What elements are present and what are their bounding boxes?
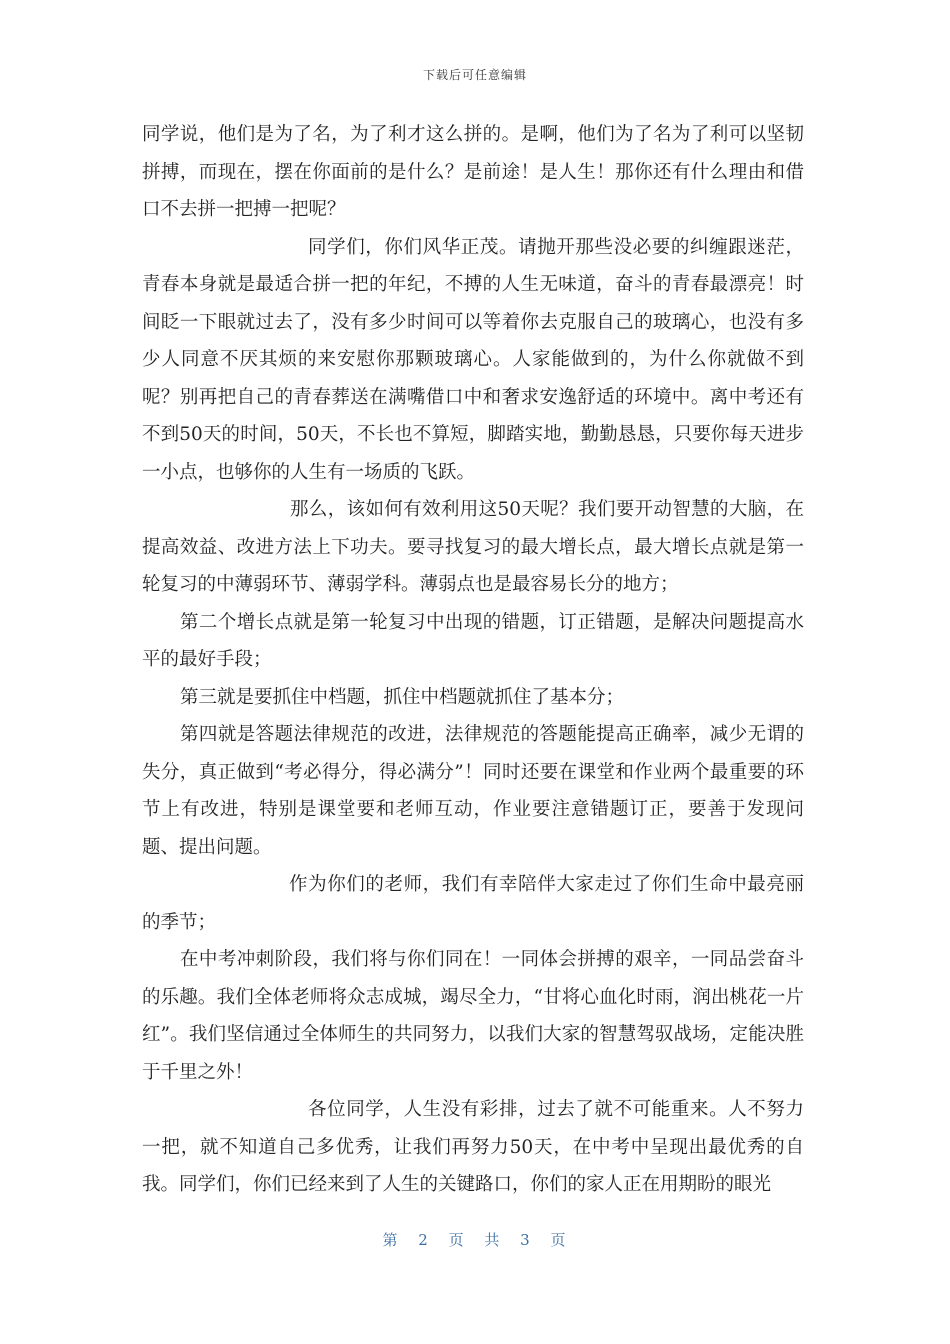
document-body <box>142 116 804 1204</box>
paragraph: 同学们，你们风华正茂。请抛开那些没必要的纠缠跟迷茫，青春本身就是最适合拼一把的年纪，不搏的人生无味道，奋斗的青春最漂亮！时间眨一下眼就过去了，没有多少时间可以等着你去克服自己的玻璃心，也没有多少人同意不厌其烦的来安慰你那颗玻璃心。人家能做到的，为什么你就做不到呢？别再把自己的青春葬送在满嘴借口中和奢求安逸舒适的环境中。离中考还有不到50天的时间，50天，不长也不算短，脚踏实地，勤勤恳恳，只要你每天进步一小点，也够你的人生有一场质的飞跃。 <box>142 236 804 483</box>
paragraph: 作为你们的老师，我们有幸陪伴大家走过了你们生命中最亮丽的季节； <box>142 874 804 933</box>
page-header-note: 下载后可任意编辑 <box>422 68 527 82</box>
page-number: 第 2 页 共 3 页 <box>382 1231 568 1249</box>
paragraph: 那么，该如何有效利用这50天呢？我们要开动智慧的大脑，在提高效益、改进方法上下功夫。要寻找复习的最大增长点，最大增长点就是第一轮复习的中薄弱环节、薄弱学科。薄弱点也是最容易长分的地方； <box>142 499 804 595</box>
paragraph: 第四就是答题法律规范的改进，法律规范的答题能提高正确率，减少无谓的失分，真正做到“考必得分，得必满分”！同时还要在课堂和作业两个最重要的环节上有改进，特别是课堂要和老师互动，作业要注意错题订正，要善于发现问题、提出问题。 <box>142 724 804 858</box>
paragraph: 同学说，他们是为了名，为了利才这么拼的。是啊，他们为了名为了利可以坚韧拼搏，而现在，摆在你面前的是什么？是前途！是人生！那你还有什么理由和借口不去拼一把搏一把呢？ <box>142 124 804 220</box>
paragraph: 第三就是要抓住中档题，抓住中档题就抓住了基本分； <box>180 686 625 708</box>
paragraph: 各位同学，人生没有彩排，过去了就不可能重来。人不努力一把，就不知道自己多优秀，让我们再努力50天，在中考中呈现出最优秀的自我。同学们，你们已经来到了人生的关键路口，你们的家人正在用期盼的眼光 <box>142 1099 804 1195</box>
paragraph: 在中考冲刺阶段，我们将与你们同在！一同体会拼搏的艰辛，一同品尝奋斗的乐趣。我们全体老师将众志成城，竭尽全力，“甘将心血化时雨，润出桃花一片红”。我们坚信通过全体师生的共同努力，以我们大家的智慧驾驭战场，定能决胜于千里之外！ <box>142 949 804 1083</box>
paragraph: 第二个增长点就是第一轮复习中出现的错题，订正错题，是解决问题提高水平的最好手段； <box>142 611 804 670</box>
